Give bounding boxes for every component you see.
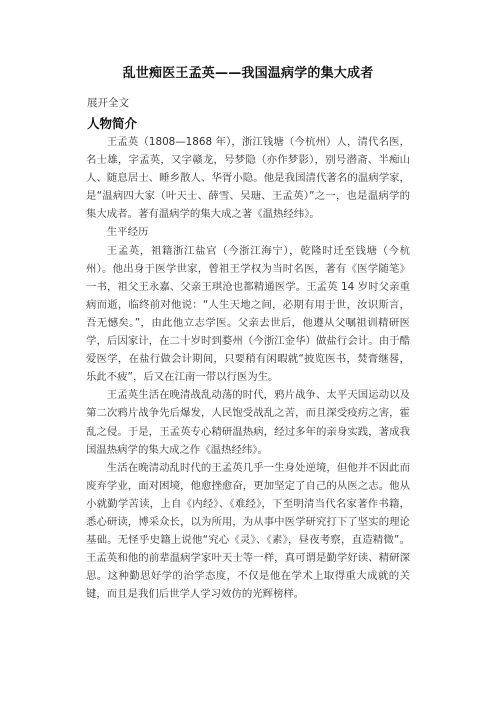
page-title: 乱世痴医王孟英——我国温病学的集大成者 <box>122 66 374 81</box>
paragraph-era: 王孟英生活在晚清战乱动荡的时代，鸦片战争、太平天国运动以及第二次鸦片战争先后爆发，人民饱受战乱之苦，而且深受疫疠之害，霍乱之侵。于是，王孟英专心精研温热病，经过多年的亲身实践，著成我国温热病学的集大成之作《温热经纬》。 <box>86 389 410 456</box>
article-body <box>86 133 410 603</box>
subheading-life: 生平经历 <box>106 226 149 239</box>
paragraph-study: 生活在晚清动乱时代的王孟英几乎一生身处逆境，但他并不因此而废弃学业，面对困境，他愈挫愈奋，更加坚定了自己的从医之志。他从小就勤学苦读，上自《内经》、《难经》，下至明清当代名家著作书籍，悉心研读，博采众长，以为所用，为从事中医学研究打下了坚实的理论基础。无怪乎史籍上说他“究心《灵》、《素》，昼夜考察，直造精微”。王孟英和他的前辈温病学家叶天士等一样，真可谓是勤学好读、精研深思。这种勤思好学的治学态度，不仅是他在学术上取得重大成就的关键，而且是我们后世学人学习效仿的光辉榜样。 <box>86 461 410 601</box>
section-heading: 人物简介 <box>87 116 138 131</box>
paragraph-intro: 王孟英（1808—1868 年），浙江钱塘（今杭州）人，清代名医，名士雄，字孟英，又字赣龙，号梦隐（亦作梦影），别号潜斋、半痴山人、随息居士、睡乡散人、华胥小隐。他是我国清代著名的温病学家，是“温病四大家（叶天士、薛雪、吴瑭、王孟英）”之一，也是温病学的集大成者。著有温病学的集大成之著《温热经纬》。 <box>86 136 410 221</box>
paragraph-life: 王孟英，祖籍浙江盐官（今浙江海宁），乾隆时迁至钱塘（今杭州）。他出身于医学世家，曾祖王学权为当时名医，著有《医学随笔》一书，祖父王永嘉、父亲王琪沧也都精通医学。王孟英 14 岁时父亲重病而逝，临终前对他说：“人生天地之间，必期有用于世，汝识斯言，吾无憾矣。”，由此他立志学医。父亲去世后，他遵从父嘱祖训精研医学，后因家计，在二十岁时到婺州（今浙江金华）做盐行会计。由于酷爱医学，在盐行做会计期间，只要稍有闲暇就“披览医书，焚膏继晷，乐此不疲”，后又在江南一带以行医为生。 <box>86 244 410 384</box>
expand-full-text-link[interactable]: 展开全文 <box>87 97 129 109</box>
